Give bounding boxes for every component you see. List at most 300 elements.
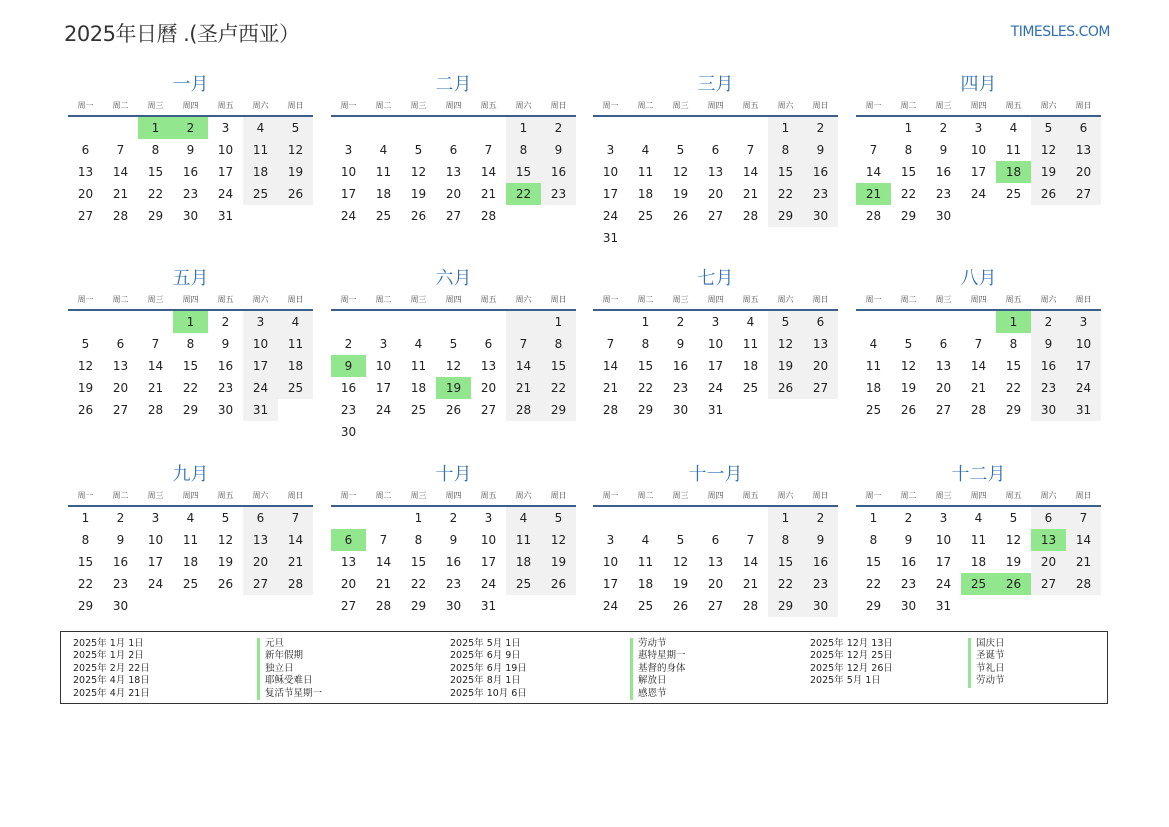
day-cell[interactable]: 14 (865, 165, 882, 179)
day-cell[interactable]: 27 (1066, 183, 1101, 205)
day-cell[interactable]: 16 (935, 165, 952, 179)
day-cell[interactable]: 3 (344, 143, 353, 157)
day-cell[interactable]: 31 (243, 399, 278, 421)
day-cell[interactable]: 2 (803, 117, 838, 139)
day-cell[interactable]: 26 (996, 573, 1031, 595)
day-cell[interactable]: 21 (147, 381, 164, 395)
day-cell[interactable]: 2 (676, 315, 685, 329)
day-cell[interactable]: 8 (414, 533, 423, 547)
day-cell[interactable]: 10 (602, 555, 619, 569)
day-cell[interactable]: 23 (935, 187, 952, 201)
day-cell[interactable]: 18 (375, 187, 392, 201)
day-cell[interactable]: 11 (375, 165, 392, 179)
day-cell[interactable]: 25 (278, 377, 313, 399)
day-cell[interactable]: 20 (1066, 161, 1101, 183)
day-cell[interactable]: 13 (243, 529, 278, 551)
day-cell[interactable]: 2 (173, 117, 208, 139)
day-cell[interactable]: 28 (375, 599, 392, 613)
day-cell[interactable]: 16 (672, 359, 689, 373)
day-cell[interactable]: 27 (112, 403, 129, 417)
day-cell[interactable]: 21 (278, 551, 313, 573)
day-cell[interactable]: 25 (375, 209, 392, 223)
day-cell[interactable]: 6 (116, 337, 125, 351)
day-cell[interactable]: 5 (676, 533, 685, 547)
day-cell[interactable]: 19 (436, 377, 471, 399)
day-cell[interactable]: 23 (112, 577, 129, 591)
day-cell[interactable]: 13 (340, 555, 357, 569)
day-cell[interactable]: 14 (742, 555, 759, 569)
day-cell[interactable]: 21 (1066, 551, 1101, 573)
day-cell[interactable]: 7 (484, 143, 493, 157)
day-cell[interactable]: 19 (410, 187, 427, 201)
day-cell[interactable]: 10 (602, 165, 619, 179)
day-cell[interactable]: 6 (711, 533, 720, 547)
day-cell[interactable]: 22 (506, 183, 541, 205)
day-cell[interactable]: 11 (637, 165, 654, 179)
day-cell[interactable]: 26 (900, 403, 917, 417)
day-cell[interactable]: 5 (1009, 511, 1018, 525)
day-cell[interactable]: 19 (278, 161, 313, 183)
day-cell[interactable]: 17 (375, 381, 392, 395)
day-cell[interactable]: 12 (278, 139, 313, 161)
day-cell[interactable]: 21 (856, 183, 891, 205)
day-cell[interactable]: 21 (742, 577, 759, 591)
day-cell[interactable]: 2 (449, 511, 458, 525)
day-cell[interactable]: 7 (379, 533, 388, 547)
day-cell[interactable]: 17 (602, 187, 619, 201)
day-cell[interactable]: 13 (803, 333, 838, 355)
day-cell[interactable]: 5 (221, 511, 230, 525)
day-cell[interactable]: 13 (480, 359, 497, 373)
day-cell[interactable]: 18 (182, 555, 199, 569)
day-cell[interactable]: 16 (340, 381, 357, 395)
day-cell[interactable]: 13 (1031, 529, 1066, 551)
day-cell[interactable]: 24 (970, 187, 987, 201)
site-link[interactable]: TIMESLES.COM (1010, 24, 1110, 40)
day-cell[interactable]: 26 (1031, 183, 1066, 205)
day-cell[interactable]: 17 (243, 355, 278, 377)
day-cell[interactable]: 4 (869, 337, 878, 351)
day-cell[interactable]: 14 (970, 359, 987, 373)
day-cell[interactable]: 11 (410, 359, 427, 373)
day-cell[interactable]: 24 (935, 577, 952, 591)
day-cell[interactable]: 18 (865, 381, 882, 395)
day-cell[interactable]: 15 (506, 161, 541, 183)
day-cell[interactable]: 7 (746, 143, 755, 157)
day-cell[interactable]: 6 (449, 143, 458, 157)
day-cell[interactable]: 20 (1031, 551, 1066, 573)
day-cell[interactable]: 25 (182, 577, 199, 591)
day-cell[interactable]: 29 (77, 599, 94, 613)
day-cell[interactable]: 19 (672, 187, 689, 201)
day-cell[interactable]: 5 (414, 143, 423, 157)
day-cell[interactable]: 24 (243, 377, 278, 399)
day-cell[interactable]: 24 (340, 209, 357, 223)
day-cell[interactable]: 15 (768, 551, 803, 573)
day-cell[interactable]: 30 (1031, 399, 1066, 421)
day-cell[interactable]: 27 (445, 209, 462, 223)
day-cell[interactable]: 18 (742, 359, 759, 373)
day-cell[interactable]: 10 (147, 533, 164, 547)
day-cell[interactable]: 15 (77, 555, 94, 569)
day-cell[interactable]: 5 (676, 143, 685, 157)
day-cell[interactable]: 20 (77, 187, 94, 201)
day-cell[interactable]: 7 (974, 337, 983, 351)
day-cell[interactable]: 31 (935, 599, 952, 613)
day-cell[interactable]: 19 (1005, 555, 1022, 569)
day-cell[interactable]: 1 (138, 117, 173, 139)
day-cell[interactable]: 31 (480, 599, 497, 613)
day-cell[interactable]: 26 (672, 209, 689, 223)
day-cell[interactable]: 20 (243, 551, 278, 573)
day-cell[interactable]: 26 (217, 577, 234, 591)
day-cell[interactable]: 10 (480, 533, 497, 547)
day-cell[interactable]: 17 (707, 359, 724, 373)
day-cell[interactable]: 21 (742, 187, 759, 201)
day-cell[interactable]: 9 (1031, 333, 1066, 355)
day-cell[interactable]: 10 (340, 165, 357, 179)
day-cell[interactable]: 6 (939, 337, 948, 351)
day-cell[interactable]: 18 (506, 551, 541, 573)
day-cell[interactable]: 28 (112, 209, 129, 223)
day-cell[interactable]: 6 (1031, 507, 1066, 529)
day-cell[interactable]: 5 (904, 337, 913, 351)
day-cell[interactable]: 1 (641, 315, 650, 329)
day-cell[interactable]: 26 (278, 183, 313, 205)
day-cell[interactable]: 24 (707, 381, 724, 395)
day-cell[interactable]: 16 (803, 551, 838, 573)
day-cell[interactable]: 11 (742, 337, 759, 351)
day-cell[interactable]: 28 (480, 209, 497, 223)
day-cell[interactable]: 18 (970, 555, 987, 569)
day-cell[interactable]: 18 (278, 355, 313, 377)
day-cell[interactable]: 20 (935, 381, 952, 395)
day-cell[interactable]: 25 (506, 573, 541, 595)
day-cell[interactable]: 9 (803, 139, 838, 161)
day-cell[interactable]: 9 (116, 533, 125, 547)
day-cell[interactable]: 19 (900, 381, 917, 395)
day-cell[interactable]: 29 (147, 209, 164, 223)
day-cell[interactable]: 10 (1066, 333, 1101, 355)
day-cell[interactable]: 22 (147, 187, 164, 201)
day-cell[interactable]: 4 (379, 143, 388, 157)
day-cell[interactable]: 15 (768, 161, 803, 183)
day-cell[interactable]: 30 (182, 209, 199, 223)
day-cell[interactable]: 15 (541, 355, 576, 377)
day-cell[interactable]: 15 (182, 359, 199, 373)
day-cell[interactable]: 25 (865, 403, 882, 417)
day-cell[interactable]: 29 (637, 403, 654, 417)
day-cell[interactable]: 13 (707, 165, 724, 179)
day-cell[interactable]: 30 (900, 599, 917, 613)
day-cell[interactable]: 2 (116, 511, 125, 525)
day-cell[interactable]: 14 (506, 355, 541, 377)
day-cell[interactable]: 28 (147, 403, 164, 417)
day-cell[interactable]: 17 (970, 165, 987, 179)
day-cell[interactable]: 22 (182, 381, 199, 395)
day-cell[interactable]: 26 (768, 377, 803, 399)
day-cell[interactable]: 27 (707, 599, 724, 613)
day-cell[interactable]: 13 (112, 359, 129, 373)
day-cell[interactable]: 16 (1031, 355, 1066, 377)
day-cell[interactable]: 17 (935, 555, 952, 569)
day-cell[interactable]: 13 (1066, 139, 1101, 161)
day-cell[interactable]: 8 (768, 529, 803, 551)
day-cell[interactable]: 22 (1005, 381, 1022, 395)
day-cell[interactable]: 4 (1009, 121, 1018, 135)
day-cell[interactable]: 14 (1066, 529, 1101, 551)
day-cell[interactable]: 12 (541, 529, 576, 551)
day-cell[interactable]: 6 (484, 337, 493, 351)
day-cell[interactable]: 3 (711, 315, 720, 329)
day-cell[interactable]: 9 (676, 337, 685, 351)
day-cell[interactable]: 22 (900, 187, 917, 201)
day-cell[interactable]: 27 (243, 573, 278, 595)
day-cell[interactable]: 14 (480, 165, 497, 179)
day-cell[interactable]: 1 (768, 507, 803, 529)
day-cell[interactable]: 9 (541, 139, 576, 161)
day-cell[interactable]: 22 (77, 577, 94, 591)
day-cell[interactable]: 4 (186, 511, 195, 525)
day-cell[interactable]: 8 (151, 143, 160, 157)
day-cell[interactable]: 25 (961, 573, 996, 595)
day-cell[interactable]: 26 (541, 573, 576, 595)
day-cell[interactable]: 3 (974, 121, 983, 135)
day-cell[interactable]: 20 (340, 577, 357, 591)
day-cell[interactable]: 20 (112, 381, 129, 395)
day-cell[interactable]: 29 (410, 599, 427, 613)
day-cell[interactable]: 22 (541, 377, 576, 399)
day-cell[interactable]: 13 (445, 165, 462, 179)
day-cell[interactable]: 17 (1066, 355, 1101, 377)
day-cell[interactable]: 27 (1031, 573, 1066, 595)
day-cell[interactable]: 8 (541, 333, 576, 355)
day-cell[interactable]: 26 (410, 209, 427, 223)
day-cell[interactable]: 20 (445, 187, 462, 201)
day-cell[interactable]: 2 (541, 117, 576, 139)
day-cell[interactable]: 12 (672, 555, 689, 569)
day-cell[interactable]: 9 (939, 143, 948, 157)
day-cell[interactable]: 29 (1005, 403, 1022, 417)
day-cell[interactable]: 4 (641, 143, 650, 157)
day-cell[interactable]: 27 (803, 377, 838, 399)
day-cell[interactable]: 12 (77, 359, 94, 373)
day-cell[interactable]: 23 (340, 403, 357, 417)
day-cell[interactable]: 19 (217, 555, 234, 569)
day-cell[interactable]: 24 (375, 403, 392, 417)
day-cell[interactable]: 14 (147, 359, 164, 373)
day-cell[interactable]: 6 (81, 143, 90, 157)
day-cell[interactable]: 25 (1005, 187, 1022, 201)
day-cell[interactable]: 21 (375, 577, 392, 591)
day-cell[interactable]: 3 (151, 511, 160, 525)
day-cell[interactable]: 8 (1009, 337, 1018, 351)
day-cell[interactable]: 27 (707, 209, 724, 223)
day-cell[interactable]: 16 (182, 165, 199, 179)
day-cell[interactable]: 25 (243, 183, 278, 205)
day-cell[interactable]: 15 (1005, 359, 1022, 373)
day-cell[interactable]: 31 (602, 231, 619, 245)
day-cell[interactable]: 23 (1031, 377, 1066, 399)
day-cell[interactable]: 12 (768, 333, 803, 355)
day-cell[interactable]: 17 (217, 165, 234, 179)
day-cell[interactable]: 1 (904, 121, 913, 135)
day-cell[interactable]: 9 (803, 529, 838, 551)
day-cell[interactable]: 25 (637, 209, 654, 223)
day-cell[interactable]: 12 (1005, 533, 1022, 547)
day-cell[interactable]: 8 (186, 337, 195, 351)
day-cell[interactable]: 9 (221, 337, 230, 351)
day-cell[interactable]: 4 (641, 533, 650, 547)
day-cell[interactable]: 7 (151, 337, 160, 351)
day-cell[interactable]: 31 (217, 209, 234, 223)
day-cell[interactable]: 9 (904, 533, 913, 547)
day-cell[interactable]: 20 (803, 355, 838, 377)
day-cell[interactable]: 2 (1031, 311, 1066, 333)
day-cell[interactable]: 13 (77, 165, 94, 179)
day-cell[interactable]: 14 (375, 555, 392, 569)
day-cell[interactable]: 8 (768, 139, 803, 161)
day-cell[interactable]: 14 (278, 529, 313, 551)
day-cell[interactable]: 18 (410, 381, 427, 395)
day-cell[interactable]: 7 (116, 143, 125, 157)
day-cell[interactable]: 8 (904, 143, 913, 157)
day-cell[interactable]: 30 (112, 599, 129, 613)
day-cell[interactable]: 8 (81, 533, 90, 547)
day-cell[interactable]: 3 (939, 511, 948, 525)
day-cell[interactable]: 3 (243, 311, 278, 333)
day-cell[interactable]: 18 (243, 161, 278, 183)
day-cell[interactable]: 20 (707, 577, 724, 591)
day-cell[interactable]: 29 (865, 599, 882, 613)
day-cell[interactable]: 16 (900, 555, 917, 569)
day-cell[interactable]: 29 (182, 403, 199, 417)
day-cell[interactable]: 25 (410, 403, 427, 417)
day-cell[interactable]: 19 (768, 355, 803, 377)
day-cell[interactable]: 22 (768, 183, 803, 205)
day-cell[interactable]: 17 (480, 555, 497, 569)
day-cell[interactable]: 7 (506, 333, 541, 355)
day-cell[interactable]: 19 (1031, 161, 1066, 183)
day-cell[interactable]: 31 (707, 403, 724, 417)
day-cell[interactable]: 24 (1066, 377, 1101, 399)
day-cell[interactable]: 26 (672, 599, 689, 613)
day-cell[interactable]: 1 (173, 311, 208, 333)
day-cell[interactable]: 6 (1066, 117, 1101, 139)
day-cell[interactable]: 16 (803, 161, 838, 183)
day-cell[interactable]: 4 (506, 507, 541, 529)
day-cell[interactable]: 15 (637, 359, 654, 373)
day-cell[interactable]: 28 (506, 399, 541, 421)
day-cell[interactable]: 30 (672, 403, 689, 417)
day-cell[interactable]: 2 (221, 315, 230, 329)
day-cell[interactable]: 23 (445, 577, 462, 591)
day-cell[interactable]: 11 (278, 333, 313, 355)
day-cell[interactable]: 11 (637, 555, 654, 569)
day-cell[interactable]: 30 (445, 599, 462, 613)
day-cell[interactable]: 29 (541, 399, 576, 421)
day-cell[interactable]: 18 (996, 161, 1031, 183)
day-cell[interactable]: 13 (935, 359, 952, 373)
day-cell[interactable]: 24 (480, 577, 497, 591)
day-cell[interactable]: 2 (904, 511, 913, 525)
day-cell[interactable]: 28 (970, 403, 987, 417)
day-cell[interactable]: 31 (1066, 399, 1101, 421)
day-cell[interactable]: 6 (711, 143, 720, 157)
day-cell[interactable]: 16 (112, 555, 129, 569)
day-cell[interactable]: 1 (869, 511, 878, 525)
day-cell[interactable]: 5 (449, 337, 458, 351)
day-cell[interactable]: 2 (803, 507, 838, 529)
day-cell[interactable]: 10 (217, 143, 234, 157)
day-cell[interactable]: 16 (541, 161, 576, 183)
day-cell[interactable]: 4 (243, 117, 278, 139)
day-cell[interactable]: 1 (768, 117, 803, 139)
day-cell[interactable]: 1 (996, 311, 1031, 333)
day-cell[interactable]: 6 (331, 529, 366, 551)
day-cell[interactable]: 4 (746, 315, 755, 329)
day-cell[interactable]: 18 (637, 187, 654, 201)
day-cell[interactable]: 10 (375, 359, 392, 373)
day-cell[interactable]: 28 (1066, 573, 1101, 595)
day-cell[interactable]: 4 (974, 511, 983, 525)
day-cell[interactable]: 10 (935, 533, 952, 547)
day-cell[interactable]: 11 (1005, 143, 1022, 157)
day-cell[interactable]: 6 (803, 311, 838, 333)
day-cell[interactable]: 30 (935, 209, 952, 223)
day-cell[interactable]: 1 (506, 117, 541, 139)
day-cell[interactable]: 25 (637, 599, 654, 613)
day-cell[interactable]: 23 (803, 573, 838, 595)
day-cell[interactable]: 15 (147, 165, 164, 179)
day-cell[interactable]: 27 (935, 403, 952, 417)
day-cell[interactable]: 9 (331, 355, 366, 377)
day-cell[interactable]: 25 (742, 381, 759, 395)
day-cell[interactable]: 17 (602, 577, 619, 591)
day-cell[interactable]: 17 (147, 555, 164, 569)
day-cell[interactable]: 26 (77, 403, 94, 417)
day-cell[interactable]: 16 (217, 359, 234, 373)
day-cell[interactable]: 12 (1031, 139, 1066, 161)
day-cell[interactable]: 24 (602, 599, 619, 613)
day-cell[interactable]: 27 (77, 209, 94, 223)
day-cell[interactable]: 7 (606, 337, 615, 351)
day-cell[interactable]: 3 (606, 143, 615, 157)
day-cell[interactable]: 24 (217, 187, 234, 201)
day-cell[interactable]: 1 (414, 511, 423, 525)
day-cell[interactable]: 3 (1066, 311, 1101, 333)
day-cell[interactable]: 4 (278, 311, 313, 333)
day-cell[interactable]: 28 (278, 573, 313, 595)
day-cell[interactable]: 6 (243, 507, 278, 529)
day-cell[interactable]: 14 (112, 165, 129, 179)
day-cell[interactable]: 22 (637, 381, 654, 395)
day-cell[interactable]: 7 (746, 533, 755, 547)
day-cell[interactable]: 8 (506, 139, 541, 161)
day-cell[interactable]: 11 (506, 529, 541, 551)
day-cell[interactable]: 23 (182, 187, 199, 201)
day-cell[interactable]: 19 (672, 577, 689, 591)
day-cell[interactable]: 23 (900, 577, 917, 591)
day-cell[interactable]: 19 (541, 551, 576, 573)
day-cell[interactable]: 8 (641, 337, 650, 351)
day-cell[interactable]: 21 (112, 187, 129, 201)
day-cell[interactable]: 3 (379, 337, 388, 351)
day-cell[interactable]: 10 (243, 333, 278, 355)
day-cell[interactable]: 7 (1066, 507, 1101, 529)
day-cell[interactable]: 14 (742, 165, 759, 179)
day-cell[interactable]: 11 (243, 139, 278, 161)
